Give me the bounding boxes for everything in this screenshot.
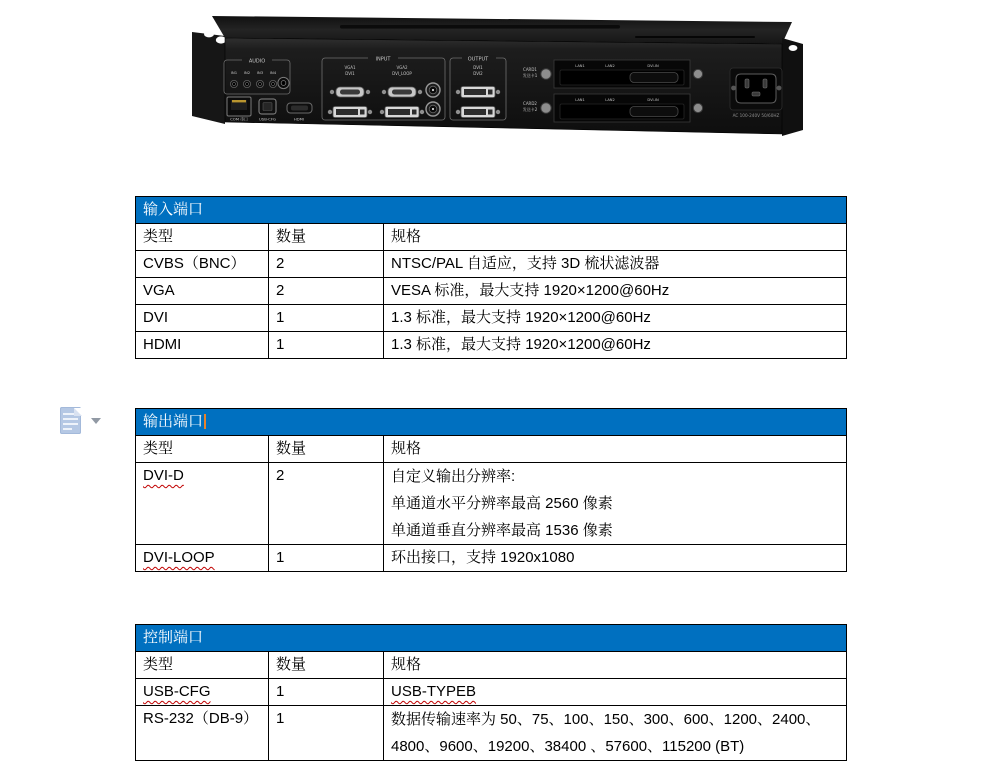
spec-line: 数据传输速率为 50、75、100、150、300、600、1200、2400、 (391, 711, 821, 728)
card2-label: CARD2 (523, 101, 537, 106)
table-title-bar[interactable] (136, 197, 847, 224)
table-title: 输入端口 (143, 201, 204, 218)
spec-line: 4800、9600、19200、38400 、57600、115200 (BT) (391, 738, 745, 755)
text-cursor (204, 414, 206, 429)
col-header-spec[interactable]: 规格 (384, 224, 847, 251)
dvi1-label: DVI1 (345, 71, 355, 76)
cell-qty[interactable]: 1 (269, 679, 384, 706)
control-ports-table (135, 624, 847, 761)
table-row (136, 706, 847, 761)
rack-ear-right (782, 38, 803, 136)
table-row (136, 545, 847, 572)
lan1-label: LAN1 (575, 98, 585, 102)
cell-qty[interactable]: 1 (269, 706, 384, 761)
lan2-label: LAN2 (605, 64, 615, 68)
col-header-qty[interactable]: 数量 (269, 652, 384, 679)
col-header-spec[interactable]: 规格 (384, 652, 847, 679)
cell-spec[interactable]: 1.3 标准，最大支持 1920×1200@60Hz (384, 305, 847, 332)
table-title: 输出端口 (143, 413, 204, 430)
dvi-connector (456, 107, 500, 118)
cell-qty[interactable]: 1 (269, 332, 384, 359)
input-ports-table (135, 196, 847, 359)
spec-line: 单通道垂直分辨率最高 1536 像素 (391, 522, 613, 539)
cell-spec[interactable]: VESA 标准，最大支持 1920×1200@60Hz (384, 278, 847, 305)
table-row (136, 305, 847, 332)
device-rear-panel-photo (190, 8, 805, 143)
audio-in2-label: IN2 (243, 70, 251, 75)
col-header-type[interactable]: 类型 (136, 224, 269, 251)
cell-type[interactable]: DVI-LOOP (136, 545, 269, 572)
dvi-in-label: DVI-IN (647, 64, 659, 68)
spec-line: 自定义输出分辨率: (391, 468, 516, 485)
chevron-down-icon[interactable] (91, 418, 101, 424)
output-dvi1-label: DVI1 (473, 65, 483, 70)
cell-type[interactable]: USB-CFG (136, 679, 269, 706)
bnc-connector (426, 83, 440, 97)
cell-spec[interactable]: NTSC/PAL 自适应，支持 3D 梳状滤波器 (384, 251, 847, 278)
device-reflection (190, 141, 805, 177)
table-row (136, 278, 847, 305)
table-row (136, 332, 847, 359)
bnc-connector (426, 102, 440, 116)
cell-qty[interactable]: 2 (269, 463, 384, 545)
audio-in3-label: IN3 (256, 70, 264, 75)
dvi-connector (328, 107, 372, 118)
col-header-qty[interactable]: 数量 (269, 224, 384, 251)
audio-in1-label: IN1 (230, 70, 238, 75)
device-panel-svg (190, 8, 805, 143)
cell-qty[interactable]: 1 (269, 305, 384, 332)
paste-options-icon (60, 407, 81, 434)
spec-line: 单通道水平分辨率最高 2560 像素 (391, 495, 613, 512)
col-header-qty[interactable]: 数量 (269, 436, 384, 463)
audio-in4-label: IN4 (269, 70, 277, 75)
output-dvi2-label: DVI2 (473, 71, 483, 76)
table-row (136, 463, 847, 545)
audio-label: AUDIO (248, 58, 266, 65)
card1-label: CARD1 (523, 67, 537, 72)
lan1-label: LAN1 (575, 64, 585, 68)
table-row (136, 679, 847, 706)
cell-type[interactable]: HDMI (136, 332, 269, 359)
cell-qty[interactable]: 1 (269, 545, 384, 572)
dvi-in-label: DVI-IN (647, 98, 659, 102)
input-label: INPUT (375, 56, 391, 63)
cell-spec[interactable]: 环出接口，支持 1920x1080 (384, 545, 847, 572)
table-title-bar[interactable] (136, 409, 847, 436)
hdmi-port-label: HDMI (293, 116, 305, 122)
cell-spec[interactable]: 1.3 标准，最大支持 1920×1200@60Hz (384, 332, 847, 359)
cell-qty[interactable]: 2 (269, 278, 384, 305)
power-rating-label: AC 100-240V 50/60HZ (732, 113, 780, 118)
dvi-connector (380, 107, 424, 118)
cell-qty[interactable]: 2 (269, 251, 384, 278)
vga2-label: VGA2 (396, 65, 408, 70)
table-title-bar[interactable] (136, 625, 847, 652)
card1-cn-label: 发送卡1 (522, 73, 538, 78)
table-row (136, 251, 847, 278)
cell-type[interactable]: DVI (136, 305, 269, 332)
col-header-type[interactable]: 类型 (136, 436, 269, 463)
output-ports-table (135, 408, 847, 572)
usb-cfg-port-label: USB-CFG (259, 116, 276, 122)
cell-spec[interactable] (384, 706, 847, 761)
col-header-type[interactable]: 类型 (136, 652, 269, 679)
cell-type[interactable]: RS-232（DB-9） (136, 706, 269, 761)
cell-type[interactable]: CVBS（BNC） (136, 251, 269, 278)
table-title: 控制端口 (143, 629, 204, 646)
col-header-spec[interactable]: 规格 (384, 436, 847, 463)
com-port-label: COM 串口 (230, 116, 248, 122)
cell-type[interactable]: VGA (136, 278, 269, 305)
cell-spec[interactable] (384, 463, 847, 545)
rack-ear-left (192, 31, 226, 124)
cell-spec[interactable]: USB-TYPEB (384, 679, 847, 706)
dvi-loop-label: DVI_LOOP (392, 71, 412, 76)
cell-type[interactable]: DVI-D (136, 463, 269, 545)
dvi-connector (456, 87, 500, 98)
paste-options-button[interactable] (58, 405, 104, 437)
vga1-label: VGA1 (344, 65, 356, 70)
lan2-label: LAN2 (605, 98, 615, 102)
card2-cn-label: 发送卡2 (522, 107, 538, 112)
output-label: OUTPUT (467, 56, 489, 63)
